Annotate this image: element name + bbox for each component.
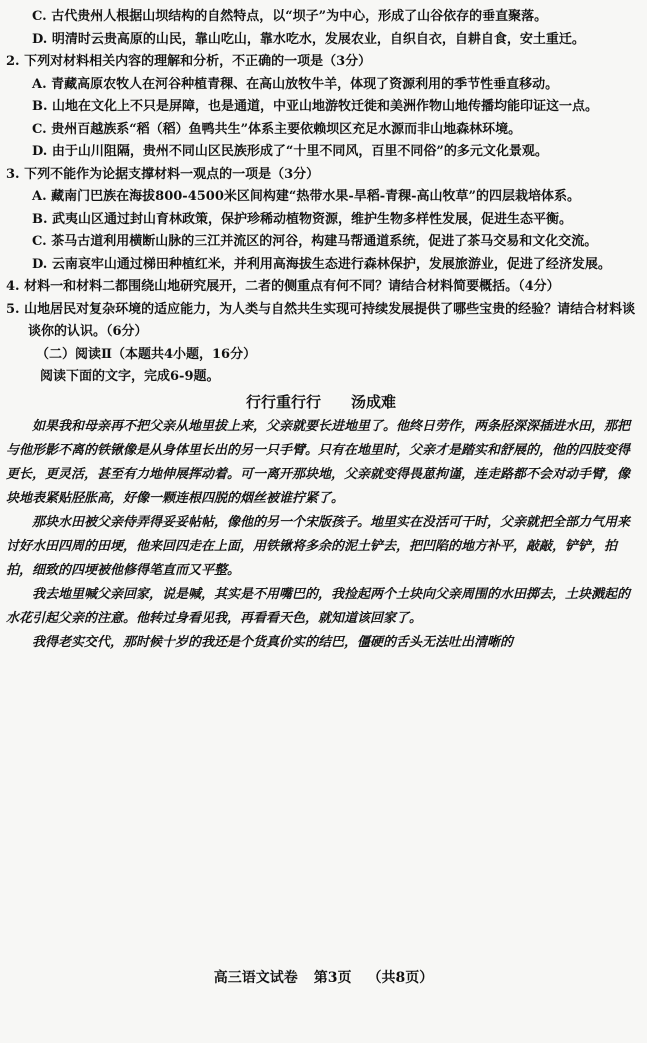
passage-paragraph: 那块水田被父亲侍弄得妥妥帖帖，像他的另一个宋版孩子。地里实在没活可干时，父亲就把全部力气用来讨好水田四周的田埂，他来回四走在上面，用铁锹将多余的泥土铲去，把凹陷的地方补平，敲敲，铲铲，拍拍，细致的四埂被他修得笔直而又平整。 — [6, 515, 631, 578]
passage-title: 行行重行行 — [245, 392, 321, 411]
footer-page: 第3页 — [313, 970, 352, 986]
option-c-top: C. 古代贵州人根据山坝结构的自然特点，以“坝子”为中心，形成了山谷依存的垂直聚落。 — [32, 9, 548, 24]
page-footer — [0, 967, 647, 987]
q3-option-a: A. 藏南门巴族在海拔800-4500米区间构建“热带水果-旱稻-青稞-高山牧草”的四层栽培体系。 — [32, 189, 581, 204]
q3-option-b: B. 武夷山区通过封山育林政策，保护珍稀动植物资源，维护生物多样性发展，促进生态平衡。 — [32, 211, 573, 227]
q2-option-c: C. 贵州百越族系“稻（稻）鱼鸭共生”体系主要依赖坝区充足水源而非山地森林环境。 — [32, 121, 522, 137]
passage-title-line — [6, 391, 636, 414]
option-d-top: D. 明清时云贵高原的山民，靠山吃山，靠水吃水，发展农业，自织自衣，自耕自食，安土重迁。 — [32, 31, 585, 47]
q2-option-a: A. 青藏高原农牧人在河谷种植青稞、在高山放牧牛羊，体现了资源利用的季节性垂直移动。 — [32, 76, 559, 92]
passage-paragraph: 我得老实交代，那时候十岁的我还是个货真价实的结巴，僵硬的舌头无法吐出清晰的 — [32, 635, 514, 650]
q2-option-d: D. 由于山川阻隔，贵州不同山区民族形成了“十里不同风，百里不同俗”的多元文化景观。 — [32, 144, 548, 159]
section-instruction: 阅读下面的文字，完成6-9题。 — [40, 369, 220, 384]
footer-total: （共8页） — [367, 970, 434, 986]
passage-author: 汤成难 — [351, 392, 397, 411]
q3-option-c: C. 茶马古道利用横断山脉的三江并流区的河谷，构建马帮通道系统，促进了茶马交易和文化交流。 — [32, 234, 598, 249]
page-content — [6, 6, 636, 655]
passage-paragraph: 如果我和母亲再不把父亲从地里拔上来，父亲就要长进地里了。他终日劳作，两条胫深深插进水田，那把与他形影不离的铁锹像是从身体里长出的另一只手臂。只有在地里时，父亲才是踏实和舒展的，他的四肢变得更长，更灵活，甚至有力地伸展挥动着。可一离开那块地，父亲就变得畏葸拘谨，连走路都不会对动手臂，像块地表紧贴胫胀高，好像一颗连根四脱的烟丝被谁拧紧了。 — [6, 419, 631, 506]
section-heading: （二）阅读Ⅱ（本题共4小题，16分） — [36, 346, 257, 362]
question-2-stem: 2. 下列对材料相关内容的理解和分析，不正确的一项是（3分） — [6, 54, 372, 69]
footer-title: 高三语文试卷 — [213, 970, 298, 986]
passage-paragraph: 我去地里喊父亲回家，说是喊，其实是不用嘴巴的，我捡起两个土块向父亲周围的水田掷去，土块溅起的水花引起父亲的注意。他转过身看见我，再看看天色，就知道该回家了。 — [6, 587, 631, 626]
question-4: 4. 材料一和材料二都围绕山地研究展开，二者的侧重点有何不同？请结合材料简要概括。（4分） — [6, 279, 560, 294]
q2-option-b: B. 山地在文化上不只是屏障，也是通道，中亚山地游牧迁徙和美洲作物山地传播均能印证这一点。 — [32, 99, 599, 114]
q3-option-d: D. 云南哀牢山通过梯田种植红米，并利用高海拔生态进行森林保护，发展旅游业，促进了经济发展。 — [32, 256, 611, 272]
question-3-stem: 3. 下列不能作为论据支撑材料一观点的一项是（3分） — [6, 166, 320, 182]
question-5: 5. 山地居民对复杂环境的适应能力，为人类与自然共生实现可持续发展提供了哪些宝贵的经验？请结合材料谈谈你的认识。（6分） — [6, 301, 636, 339]
